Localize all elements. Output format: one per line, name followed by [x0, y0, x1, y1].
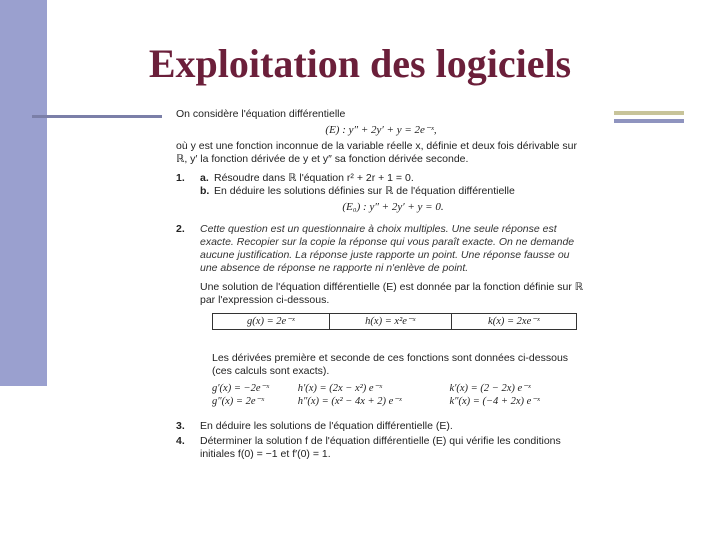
derivative-k2: k″(x) = (−4 + 2x) e⁻ˣ [449, 396, 540, 407]
derivatives-table [210, 382, 580, 408]
question-1b [200, 185, 586, 198]
derivative-h1: h′(x) = (2x − x²) e⁻ˣ [297, 383, 383, 394]
derivative-h2: h″(x) = (x² − 4x + 2) e⁻ˣ [297, 396, 402, 407]
question-1b-text: En déduire les solutions définies sur ℝ de l'équation différentielle [214, 185, 515, 197]
function-choices-table [212, 313, 577, 330]
right-rule-bottom [614, 119, 684, 123]
equation-E0: (E₀) : y″ + 2y′ + y = 0. [342, 201, 444, 213]
question-4-text: Déterminer la solution f de l'équation différentielle (E) qui vérifie les conditions initiales f(0) = −1 et f′(0) = 1. [200, 435, 561, 460]
function-choice-h: h(x) = x²e⁻ˣ [329, 314, 451, 330]
question-4 [176, 435, 586, 461]
slide-title: Exploitation des logiciels [148, 41, 572, 86]
question-3-text: En déduire les solutions de l'équation différentielle (E). [200, 420, 453, 432]
question-1b-letter: b. [200, 185, 210, 197]
question-2 [176, 223, 586, 307]
question-1a-text: Résoudre dans ℝ l'équation r² + 2r + 1 = 0. [214, 172, 414, 184]
left-rule [32, 115, 162, 118]
question-1-number: 1. [176, 172, 185, 184]
derivative-k1: k′(x) = (2 − 2x) e⁻ˣ [449, 383, 531, 394]
question-3-number: 3. [176, 420, 185, 432]
question-3 [176, 420, 586, 433]
question-1a-letter: a. [200, 172, 209, 184]
question-2-number: 2. [176, 223, 185, 235]
function-choice-k: k(x) = 2xe⁻ˣ [451, 314, 576, 330]
derivative-g2: g″(x) = 2e⁻ˣ [212, 396, 265, 407]
equation-E: (E) : y″ + 2y′ + y = 2e⁻ˣ, [325, 124, 437, 136]
second-derivatives-row [210, 395, 580, 408]
question-4-number: 4. [176, 435, 185, 447]
intro-text: On considère l'équation différentielle [176, 108, 346, 120]
description-text: où y est une fonction inconnue de la variable réelle x, définie et deux fois dérivable sur ℝ, y′ la fonction dérivée de y et y″ sa fonction dérivée seconde. [176, 140, 577, 165]
question-1a [200, 172, 586, 185]
right-rule-top [614, 111, 684, 115]
function-choices-row [213, 314, 577, 330]
exercise-document [176, 108, 586, 461]
question-1 [176, 172, 586, 217]
first-derivatives-row [210, 382, 580, 395]
question-2-instructions: Cette question est un questionnaire à choix multiples. Une seule réponse est exacte. Recopier sur la copie la réponse qui vous paraît exacte. On ne demande aucune justification. La réponse juste rapporte un point. Une réponse fausse ou une absence de réponse ne rapporte ni n'enlève de point. [200, 223, 575, 274]
function-choice-g: g(x) = 2e⁻ˣ [213, 314, 330, 330]
derivatives-intro: Les dérivées première et seconde de ces fonctions sont données ci-dessous (ces calculs sont exacts). [212, 352, 569, 377]
question-2-text: Une solution de l'équation différentielle (E) est donnée par la fonction définie sur ℝ par l'expression ci-dessous. [200, 281, 584, 306]
derivative-g1: g′(x) = −2e⁻ˣ [212, 383, 270, 394]
